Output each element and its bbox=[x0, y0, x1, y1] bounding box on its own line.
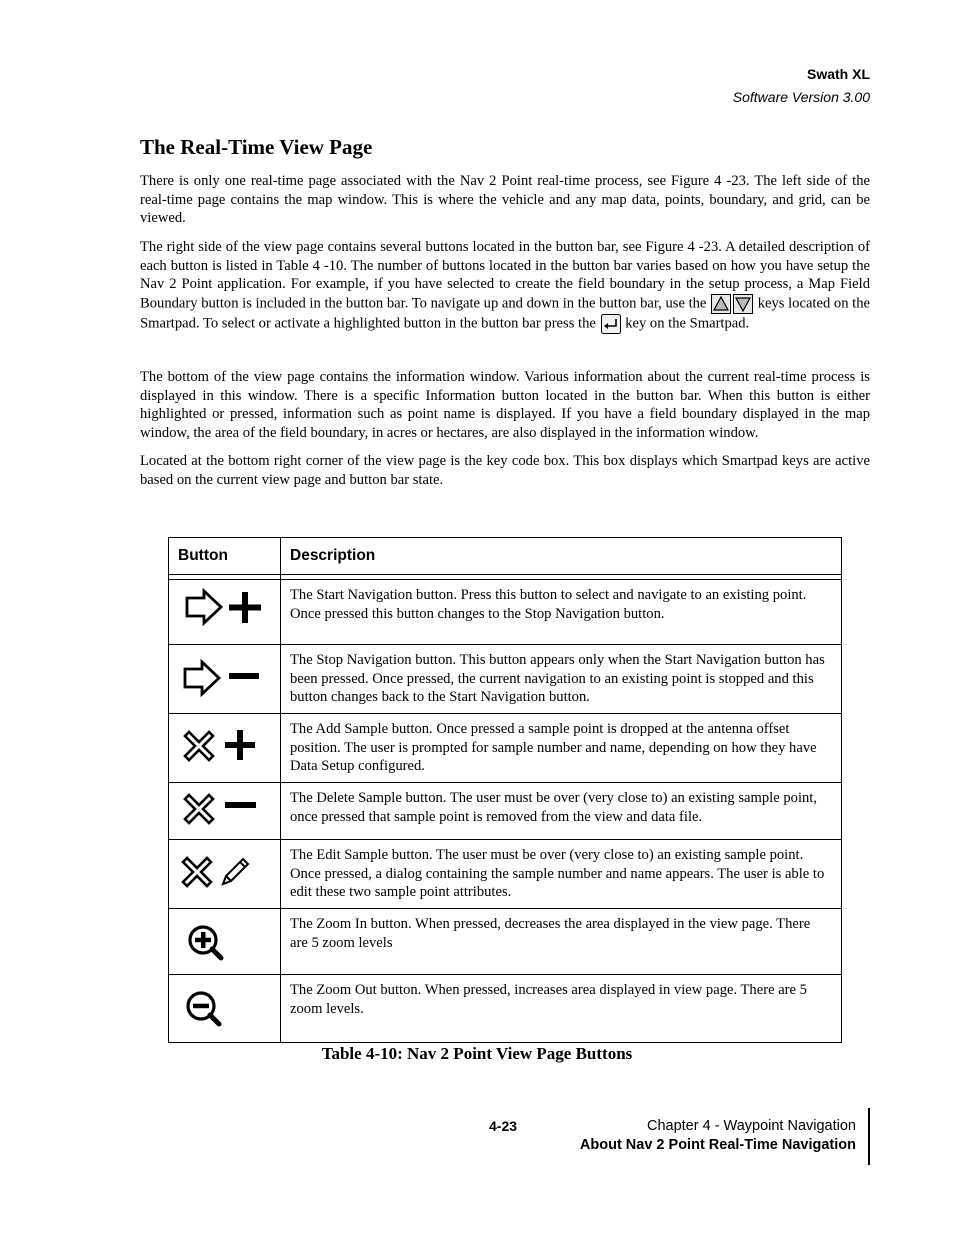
paragraph-information-window: The bottom of the view page contains the information window. Various information about the current real-time process is displayed in this window. There is a specific Information button located in the button bar. When this button is either highlighted or pressed, information such as point name is displayed. If you have a field boundary displayed in the map window, the area of the field boundary, in acres or hectares, are also displayed in the information window. bbox=[140, 369, 870, 442]
section-title: The Real-Time View Page bbox=[140, 135, 373, 159]
table-description-cell: The Delete Sample button. The user must be over (very close to) an existing sample point, once pressed that sample point is removed from the view and data file. bbox=[281, 783, 842, 840]
footer-page-number: 4-23 bbox=[489, 1118, 518, 1134]
table-icon-cell bbox=[169, 975, 281, 1043]
down-arrow-key-icon bbox=[733, 294, 753, 314]
table-caption: Table 4-10: Nav 2 Point View Page Buttons bbox=[321, 1044, 633, 1063]
up-arrow-key-icon bbox=[711, 294, 731, 314]
edit-sample-icon bbox=[179, 854, 259, 894]
header-software-version: Software Version 3.00 bbox=[732, 89, 870, 105]
table-row bbox=[169, 909, 842, 975]
footer-section: About Nav 2 Point Real-Time Navigation bbox=[579, 1137, 856, 1153]
table-icon-cell bbox=[169, 714, 281, 783]
add-sample-icon bbox=[181, 728, 261, 768]
table-row bbox=[169, 840, 842, 909]
paragraph-button-bar-text-1: The right side of the view page contains several buttons located in the button bar, see Figure 4 -23. A detailed description of each button is listed in Table 4 -10. The number of buttons located in the button bar varies based on how you have setup the Nav 2 Point application. For example, if you have selected to create the field boundary in the setup process, a Map Field Boundary button is included in the button bar. To navigate up and down in the button bar, use the bbox=[140, 239, 870, 312]
paragraph-button-bar-text-3: key on the Smartpad. bbox=[625, 315, 750, 332]
zoom-out-icon bbox=[183, 989, 263, 1029]
paragraph-button-bar bbox=[140, 238, 870, 334]
table-row bbox=[169, 714, 842, 783]
footer-divider bbox=[868, 1108, 870, 1165]
table-icon-cell bbox=[169, 909, 281, 975]
table-description-cell: The Edit Sample button. The user must be over (very close to) an existing sample point. Once pressed, a dialog containing the sample number and name appears. The user is able to edit these two sample point attributes. bbox=[281, 840, 842, 909]
header-product-name: Swath XL bbox=[806, 66, 870, 82]
table-icon-cell bbox=[169, 840, 281, 909]
table-header-description: Description bbox=[281, 538, 842, 575]
table-row bbox=[169, 783, 842, 840]
delete-sample-icon bbox=[181, 791, 261, 831]
start-navigation-icon bbox=[181, 588, 261, 628]
stop-navigation-icon bbox=[181, 659, 261, 699]
zoom-in-icon bbox=[185, 923, 265, 963]
buttons-table bbox=[168, 537, 842, 1043]
table-row bbox=[169, 645, 842, 714]
table-header-button: Button bbox=[169, 538, 281, 575]
paragraph-button-bar-text-2: keys located on the Smartpad. To select or activate a highlighted button in the button bar press the bbox=[140, 295, 870, 332]
table-icon-cell bbox=[169, 580, 281, 645]
footer-chapter: Chapter 4 - Waypoint Navigation bbox=[646, 1118, 856, 1134]
table-row bbox=[169, 975, 842, 1043]
table-row bbox=[169, 580, 842, 645]
table-icon-cell bbox=[169, 783, 281, 840]
table-description-cell: The Zoom In button. When pressed, decreases the area displayed in the view page. There are 5 zoom levels bbox=[281, 909, 842, 975]
paragraph-real-time-page: There is only one real-time page associated with the Nav 2 Point real-time process, see Figure 4 -23. The left side of the real-time page contains the map window. This is where the vehicle and any map data, points, boundary, and grid, can be viewed. bbox=[140, 173, 870, 227]
paragraph-key-code-box: Located at the bottom right corner of the view page is the key code box. This box displays which Smartpad keys are active based on the current view page and button bar state. bbox=[140, 453, 870, 488]
table-header-row bbox=[169, 538, 842, 575]
table-description-cell: The Add Sample button. Once pressed a sample point is dropped at the antenna offset position. The user is prompted for sample number and name, depending on how they have Data Setup configured. bbox=[281, 714, 842, 783]
enter-key-icon bbox=[601, 314, 621, 334]
table-description-cell: The Stop Navigation button. This button appears only when the Start Navigation button has been pressed. Once pressed, the current navigation to an existing point is stopped and this button changes back to the Start Navigation button. bbox=[281, 645, 842, 714]
table-icon-cell bbox=[169, 645, 281, 714]
table-description-cell: The Start Navigation button. Press this button to select and navigate to an existing point. Once pressed this button changes to the Stop Navigation button. bbox=[281, 580, 842, 645]
table-description-cell: The Zoom Out button. When pressed, increases area displayed in view page. There are 5 zoom levels. bbox=[281, 975, 842, 1043]
